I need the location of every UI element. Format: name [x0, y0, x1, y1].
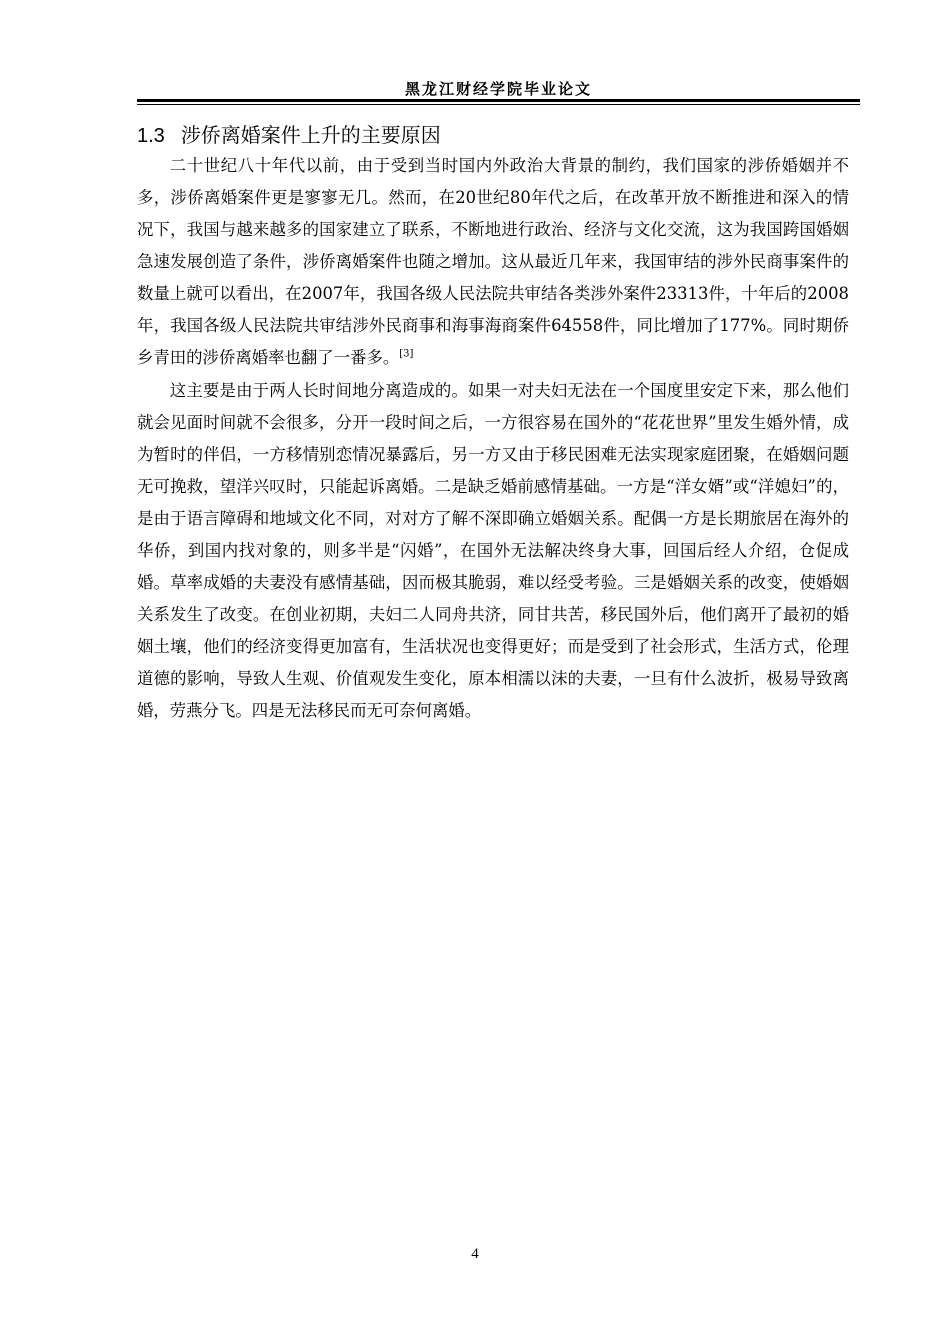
citation-marker: [3] [399, 348, 414, 360]
paragraph-2 [137, 375, 849, 727]
running-header: 黑龙江财经学院毕业论文 [404, 80, 592, 98]
section-number: 1.3 [137, 125, 165, 147]
page-number: 4 [471, 1246, 479, 1262]
paragraph-1 [137, 150, 849, 374]
body-text [137, 150, 849, 727]
paragraph-1-text: 二十世纪八十年代以前，由于受到当时国内外政治大背景的制约，我们国家的涉侨婚姻并不多，涉侨离婚案件更是寥寥无几。然而，在20世纪80年代之后，在改革开放不断推进和深入的情况下，我国与越来越多的国家建立了联系，不断地进行政治、经济与文化交流，这为我国跨国婚姻急速发展创造了条件，涉侨离婚案件也随之增加。这从最近几年来，我国审结的涉外民商事案件的数量上就可以看出，在2007年，我国各级人民法院共审结各类涉外案件23313件，十年后的2008年，我国各级人民法院共审结涉外民商事和海事海商案件64558件，同比增加了177%。同时期侨乡青田的涉侨离婚率也翻了一番多。 [137, 156, 849, 367]
header-rule-thick [137, 99, 860, 102]
section-heading [137, 119, 860, 148]
section-title: 涉侨离婚案件上升的主要原因 [180, 123, 441, 147]
paragraph-2-text: 这主要是由于两人长时间地分离造成的。如果一对夫妇无法在一个国度里安定下来，那么他们就会见面时间就不会很多，分开一段时间之后，一方很容易在国外的“花花世界”里发生婚外情，成为暂时的伴侣，一方移情别恋情况暴露后，另一方又由于移民困难无法实现家庭团聚，在婚姻问题无可挽救，望洋兴叹时，只能起诉离婚。二是缺乏婚前感情基础。一方是“洋女婿”或“洋媳妇”的，是由于语言障碍和地域文化不同，对对方了解不深即确立婚姻关系。配偶一方是长期旅居在海外的华侨，到国内找对象的，则多半是“闪婚”，在国外无法解决终身大事，回国后经人介绍，仓促成婚。草率成婚的夫妻没有感情基础，因而极其脆弱，难以经受考验。三是婚姻关系的改变，使婚姻关系发生了改变。在创业初期，夫妇二人同舟共济，同甘共苦，移民国外后，他们离开了最初的婚姻土壤，他们的经济变得更加富有，生活状况也变得更好；而是受到了社会形式，生活方式，伦理道德的影响，导致人生观、价值观发生变化，原本相濡以沫的夫妻，一旦有什么波折，极易导致离婚，劳燕分飞。四是无法移民而无可奈何离婚。 [137, 381, 849, 720]
header-rule-thin [137, 104, 860, 105]
